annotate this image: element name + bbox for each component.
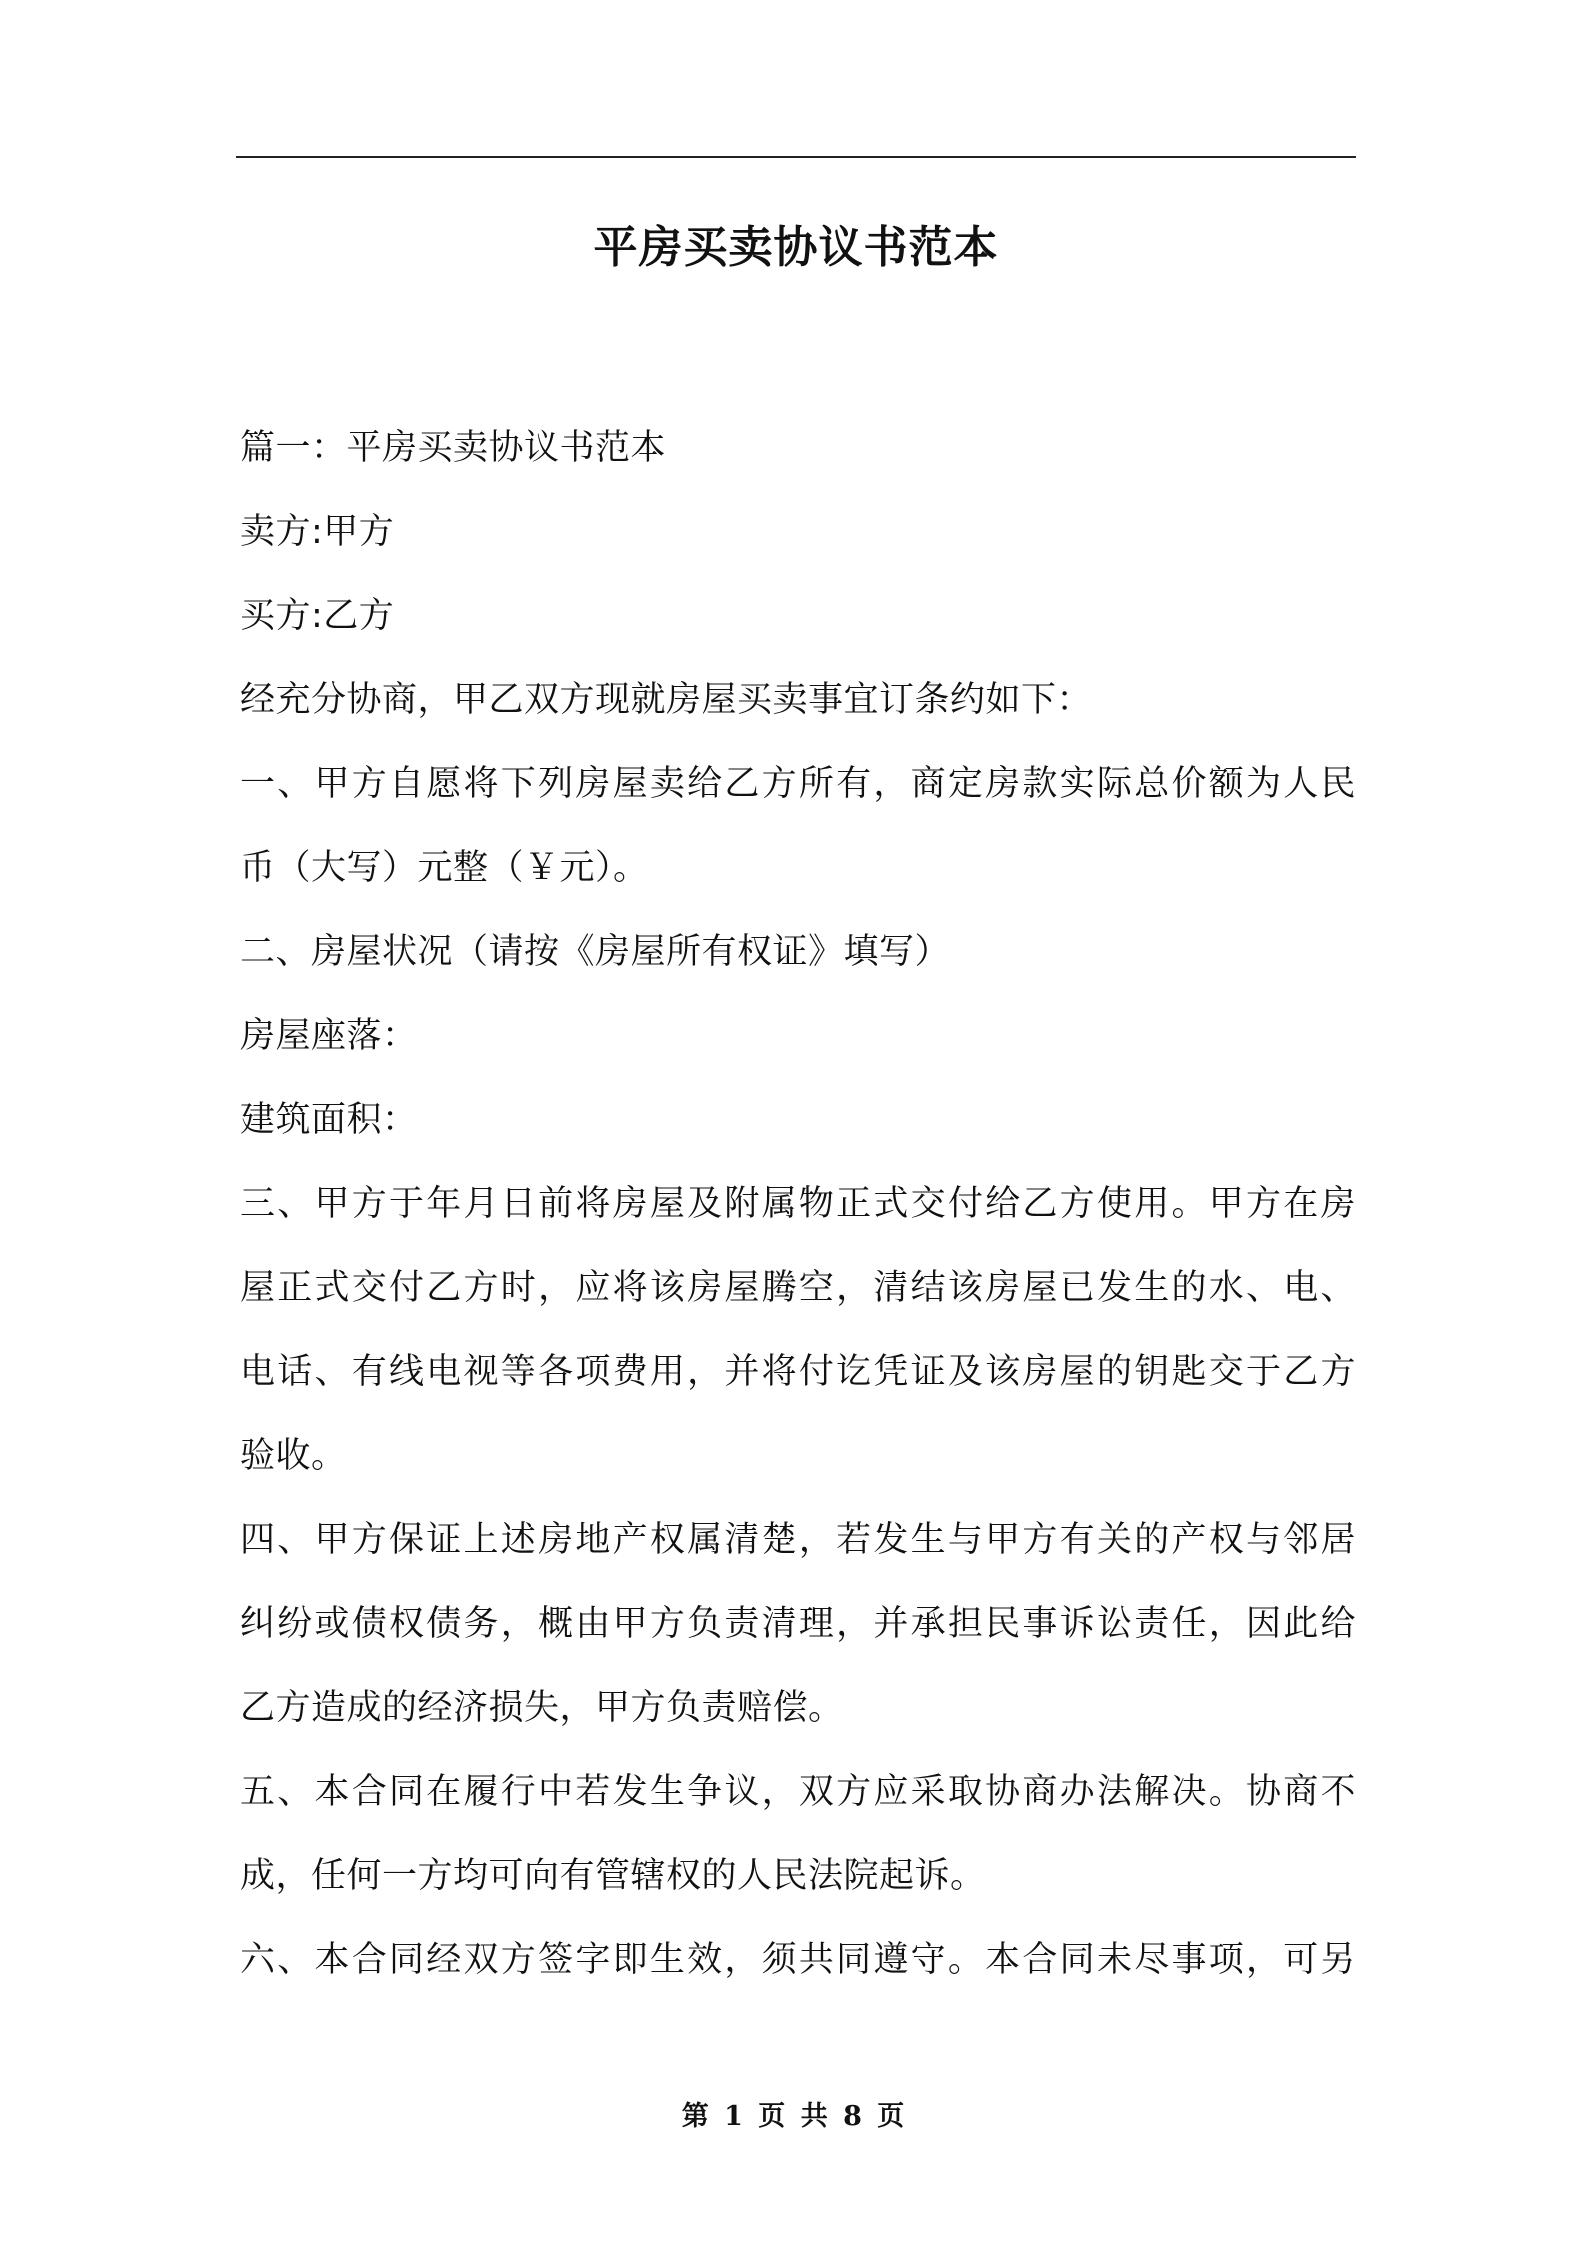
header-rule bbox=[236, 156, 1356, 158]
paragraph-line: 五、本合同在履行中若发生争议，双方应采取协商办法解决。协商不 bbox=[240, 1772, 1356, 1812]
paragraph-line: 篇一：平房买卖协议书范本 bbox=[240, 428, 667, 468]
paragraph-line: 电话、有线电视等各项费用，并将付讫凭证及该房屋的钥匙交于乙方 bbox=[240, 1352, 1356, 1392]
document-title: 平房买卖协议书范本 bbox=[593, 222, 999, 273]
paragraph-line: 房屋座落： bbox=[240, 1016, 418, 1056]
paragraph-line: 建筑面积： bbox=[240, 1100, 418, 1140]
paragraph-line: 买方:乙方 bbox=[240, 596, 395, 636]
document-body bbox=[240, 406, 1356, 2002]
paragraph-line: 三、甲方于年月日前将房屋及附属物正式交付给乙方使用。甲方在房 bbox=[240, 1184, 1356, 1224]
paragraph-line: 一、甲方自愿将下列房屋卖给乙方所有，商定房款实际总价额为人民 bbox=[240, 764, 1356, 804]
paragraph-line: 二、房屋状况（请按《房屋所有权证》填写） bbox=[240, 932, 951, 972]
paragraph-line: 乙方造成的经济损失，甲方负责赔偿。 bbox=[240, 1688, 844, 1728]
paragraph-line: 币（大写）元整（￥元）。 bbox=[240, 848, 649, 888]
paragraph-line: 成，任何一方均可向有管辖权的人民法院起诉。 bbox=[240, 1856, 986, 1896]
paragraph-line: 卖方:甲方 bbox=[240, 512, 395, 552]
paragraph-line: 验收。 bbox=[240, 1436, 347, 1476]
paragraph-line: 六、本合同经双方签字即生效，须共同遵守。本合同未尽事项，可另 bbox=[240, 1940, 1356, 1980]
paragraph-line: 屋正式交付乙方时，应将该房屋腾空，清结该房屋已发生的水、电、 bbox=[240, 1268, 1356, 1308]
paragraph-line: 经充分协商，甲乙双方现就房屋买卖事宜订条约如下： bbox=[240, 680, 1093, 720]
paragraph-line: 纠纷或债权债务，概由甲方负责清理，并承担民事诉讼责任，因此给 bbox=[240, 1604, 1356, 1644]
paragraph-line: 四、甲方保证上述房地产权属清楚，若发生与甲方有关的产权与邻居 bbox=[240, 1520, 1356, 1560]
page-number-footer: 第 1 页 共 8 页 bbox=[681, 2101, 905, 2132]
